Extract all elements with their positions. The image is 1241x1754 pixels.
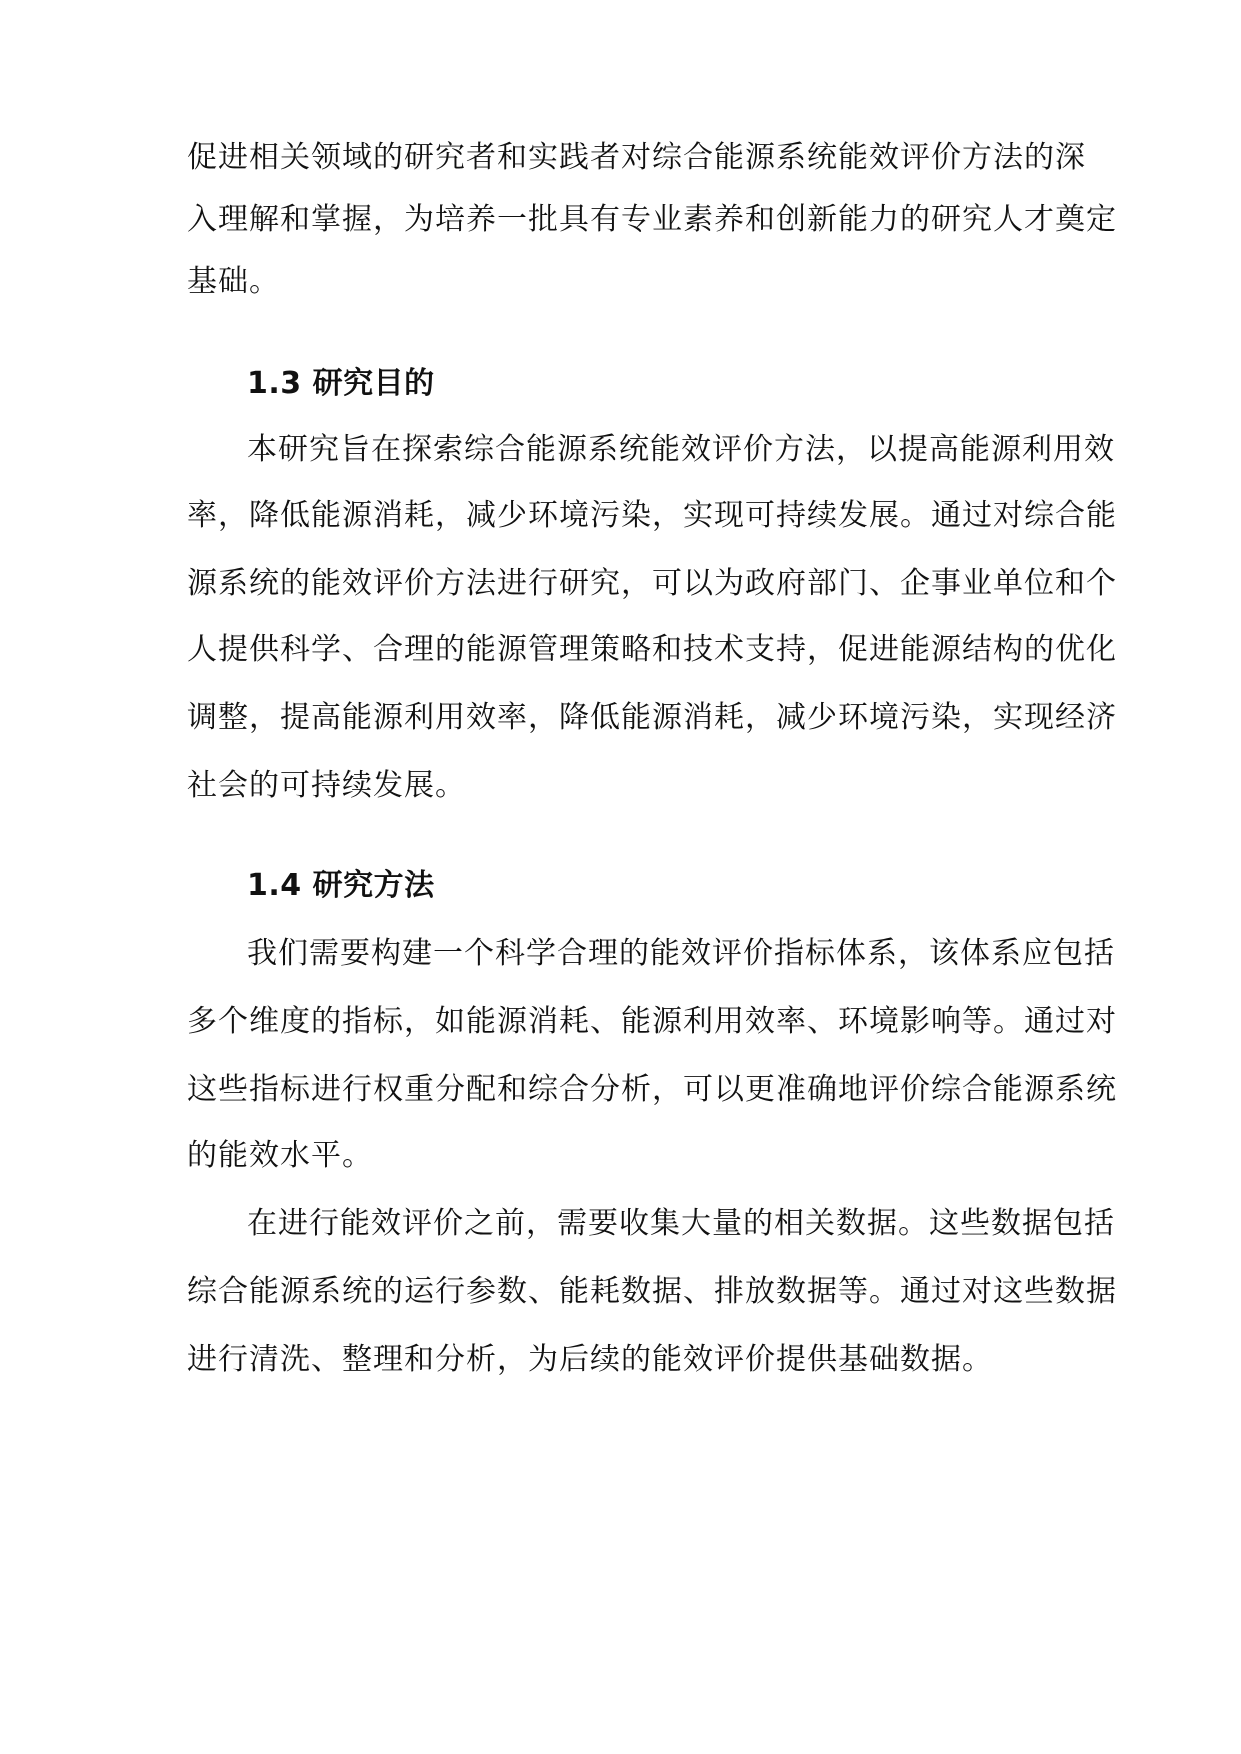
method-p1-line-3: 这些指标进行权重分配和综合分析，可以更准确地评价综合能源系统 [187,1072,1117,1107]
section-heading-1-4: 1.4 研究方法 [247,868,435,903]
purpose-line-1: 本研究旨在探索综合能源系统能效评价方法，以提高能源利用效 [247,432,1115,467]
purpose-line-5: 调整，提高能源利用效率，降低能源消耗，减少环境污染，实现经济 [187,700,1117,735]
method-p1-line-1: 我们需要构建一个科学合理的能效评价指标体系，该体系应包括 [247,936,1115,971]
section-heading-1-3: 1.3 研究目的 [247,366,435,401]
purpose-line-3: 源系统的能效评价方法进行研究，可以为政府部门、企事业单位和个 [187,566,1117,601]
method-p2-line-3: 进行清洗、整理和分析，为后续的能效评价提供基础数据。 [187,1342,993,1377]
method-p2-line-2: 综合能源系统的运行参数、能耗数据、排放数据等。通过对这些数据 [187,1274,1117,1309]
method-p2-line-1: 在进行能效评价之前，需要收集大量的相关数据。这些数据包括 [247,1206,1115,1241]
intro-line-1: 促进相关领域的研究者和实践者对综合能源系统能效评价方法的深 [187,140,1086,175]
method-p1-line-2: 多个维度的指标，如能源消耗、能源利用效率、环境影响等。通过对 [187,1004,1117,1039]
purpose-line-2: 率，降低能源消耗，减少环境污染，实现可持续发展。通过对综合能 [187,498,1117,533]
intro-line-2: 入理解和掌握，为培养一批具有专业素养和创新能力的研究人才奠定 [187,202,1117,237]
method-p1-line-4: 的能效水平。 [187,1138,373,1173]
purpose-line-4: 人提供科学、合理的能源管理策略和技术支持，促进能源结构的优化 [187,632,1117,667]
intro-line-3: 基础。 [187,264,280,299]
purpose-line-6: 社会的可持续发展。 [187,768,466,803]
